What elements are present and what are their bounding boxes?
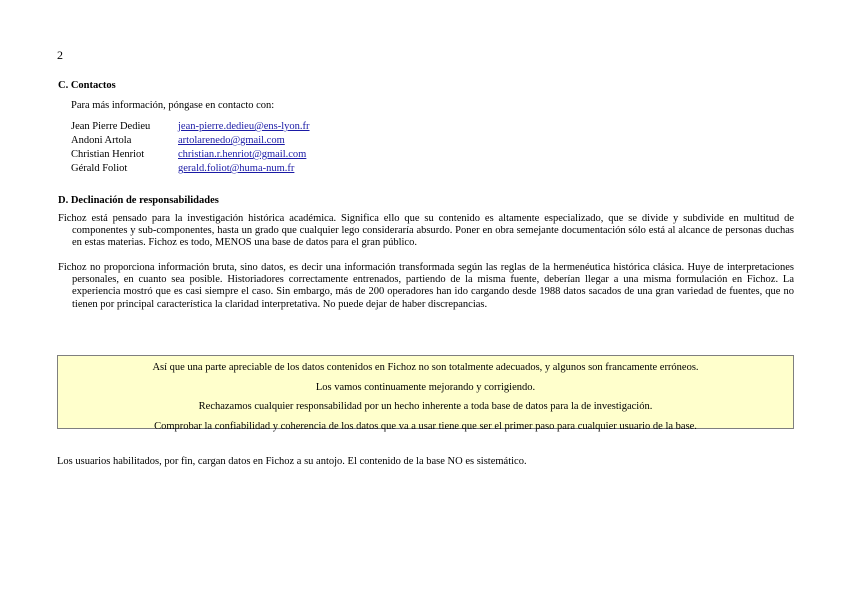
- notice-box: [57, 355, 794, 432]
- disclaimer-paragraph: Fichoz no proporciona información bruta, sino datos, es decir una información transformada según las reglas de la hermenéutica histórica clásica. Huye de interpretaciones personales, en cuanto sea posible. Historiadores correctamente entrenados, partiendo de la misma fuente, deberían llegar a una misma formulación en Fichoz. La experiencia mostró que es casi siempre el caso. Sin embargo, más de 200 operadores han ido cargando desde 1988 datos sacados de una gran variedad de fuentes, que no tienen por principal característica la claridad interpretativa. No puede dejar de haber discrepancias.: [58, 262, 794, 310]
- contact-email-link[interactable]: artolarenedo@gmail.com: [178, 135, 285, 146]
- disclaimer-heading: D. Declinación de responsabilidades: [58, 195, 219, 206]
- contact-row: [71, 148, 310, 162]
- contact-name: Gérald Foliot: [71, 163, 128, 174]
- notice-line: Comprobar la confiabilidad y coherencia de los datos que va a usar tiene que ser el primer paso para cualquier usuario de la base.: [154, 420, 697, 432]
- footer-statement: Los usuarios habilitados, por fin, cargan datos en Fichoz a su antojo. El contenido de la base NO es sistemático.: [57, 456, 527, 467]
- contact-name: Andoni Artola: [71, 135, 132, 146]
- contact-row: [71, 162, 310, 176]
- contacts-table: [71, 120, 310, 176]
- notice-line: Así que una parte apreciable de los datos contenidos en Fichoz no son totalmente adecuados, y algunos son francamente erróneos.: [152, 362, 699, 373]
- contacts-heading: C. Contactos: [58, 80, 116, 91]
- contact-email-link[interactable]: gerald.foliot@huma-num.fr: [178, 163, 295, 174]
- notice-line: Los vamos continuamente mejorando y corrigiendo.: [315, 381, 536, 393]
- contact-email-link[interactable]: christian.r.henriot@gmail.com: [178, 149, 307, 160]
- contacts-intro: Para más información, póngase en contacto con:: [71, 100, 275, 111]
- contact-row: [71, 134, 310, 148]
- contact-name: Jean Pierre Dedieu: [71, 121, 151, 132]
- disclaimer-paragraph: Fichoz está pensado para la investigación histórica académica. Significa ello que su contenido es altamente especializado, que se divide y subdivide en multitud de componentes y sub-componentes, hasta un grado que cualquier lego consideraría absurdo. Poner en obra semejante documentación sólo está al alcance de personas duchas en estas materias. Fichoz es todo, MENOS una base de datos para el gran público.: [58, 213, 794, 249]
- page-number: 2: [57, 48, 63, 62]
- contact-name: Christian Henriot: [71, 149, 145, 160]
- contact-email-link[interactable]: jean-pierre.dedieu@ens-lyon.fr: [178, 121, 310, 132]
- contact-row: [71, 120, 310, 134]
- notice-line: Rechazamos cualquier responsabilidad por un hecho inherente a toda base de datos para la de investigación.: [198, 401, 653, 412]
